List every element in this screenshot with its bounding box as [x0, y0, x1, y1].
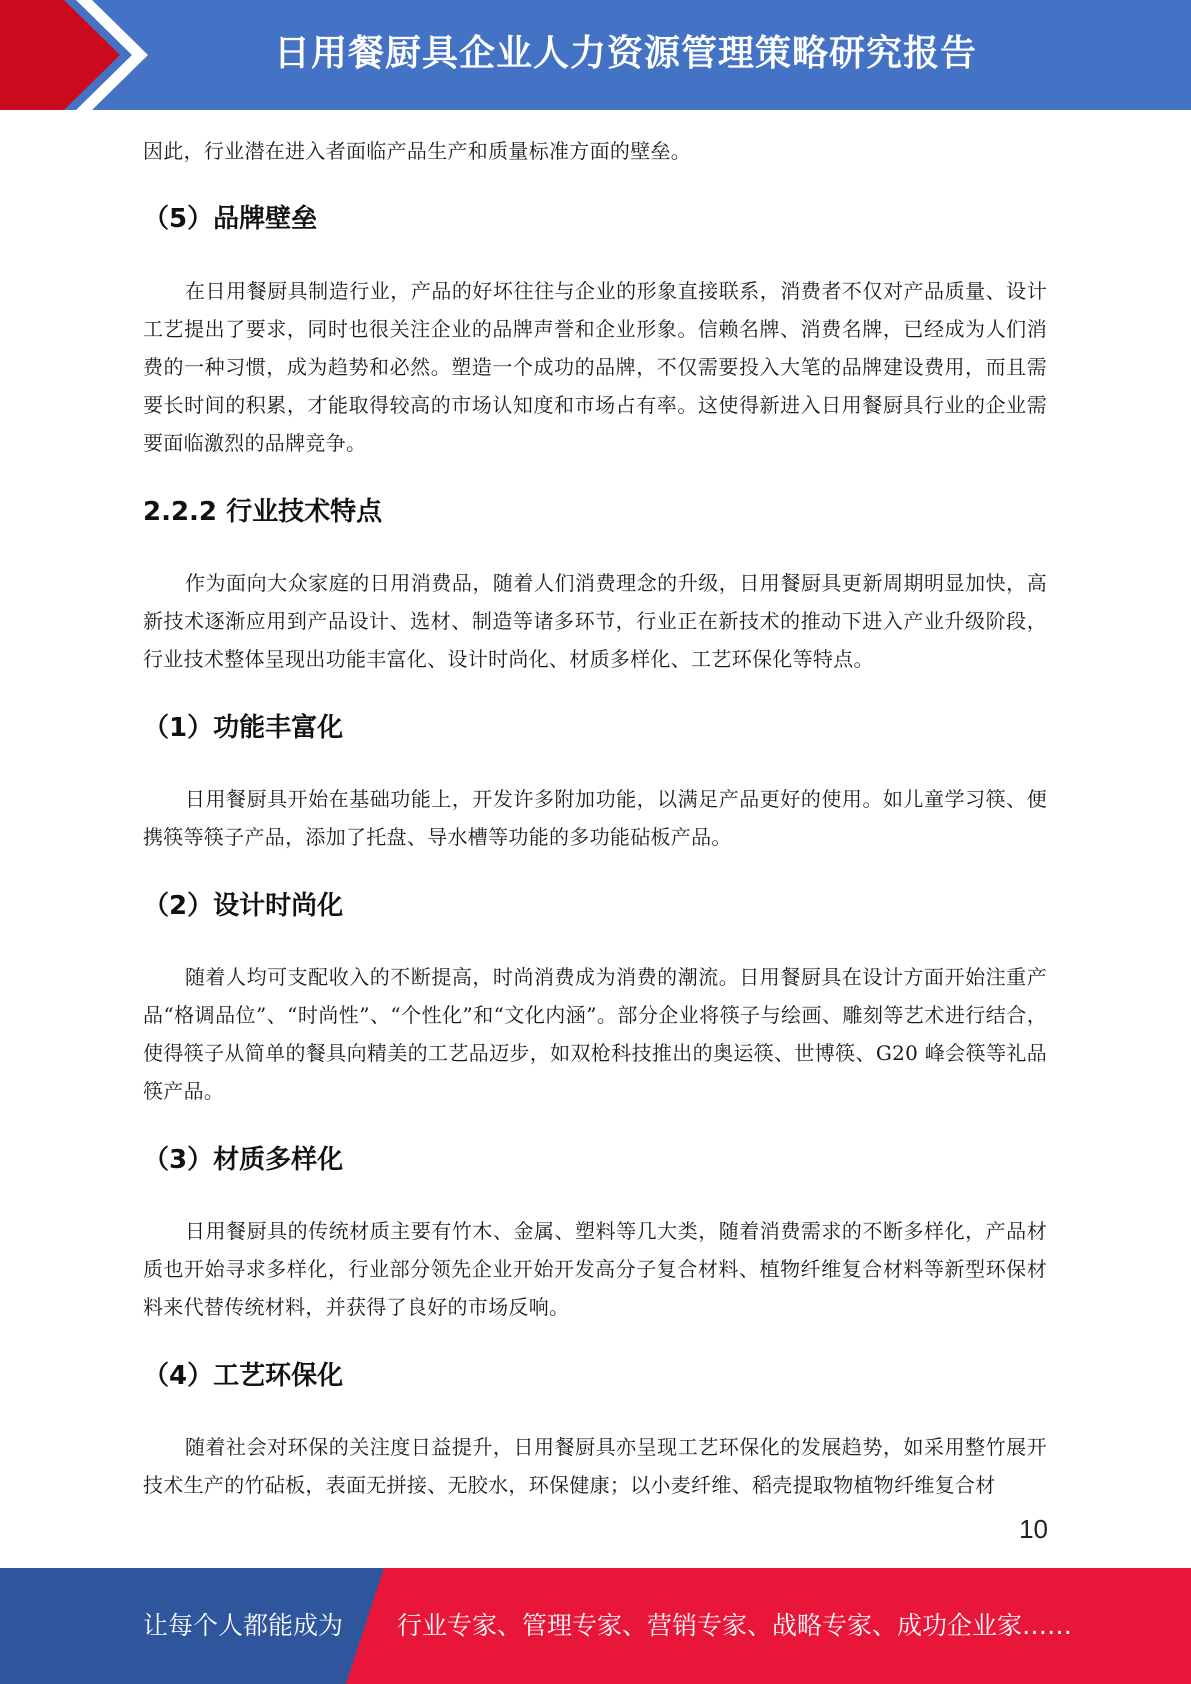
section-heading-tech-features: 2.2.2 行业技术特点	[143, 497, 383, 527]
footer-slogan-left: 让每个人都能成为	[143, 1611, 344, 1640]
report-title: 日用餐厨具企业人力资源管理策略研究报告	[273, 33, 977, 74]
footer-slogan-right: 行业专家、管理专家、营销专家、战略专家、成功企业家……	[397, 1611, 1073, 1640]
paragraph-intro: 因此，行业潜在进入者面临产品生产和质量标准方面的壁垒。	[143, 139, 692, 163]
page-number: 10	[1019, 1514, 1048, 1544]
paragraph-tech-features: 作为面向大众家庭的日用消费品，随着人们消费理念的升级，日用餐厨具更新周期明显加快，高新技术逐渐应用到产品设计、选材、制造等诸多环节，行业正在新技术的推动下进入产业升级阶段，行业技术整体呈现出功能丰富化、设计时尚化、材质多样化、工艺环保化等特点。	[143, 571, 1047, 671]
section-heading-design: （2）设计时尚化	[143, 891, 344, 921]
section-heading-function: （1）功能丰富化	[143, 713, 344, 743]
page-header	[0, 0, 1191, 110]
paragraph-material: 日用餐厨具的传统材质主要有竹木、金属、塑料等几大类，随着消费需求的不断多样化，产品材质也开始寻求多样化，行业部分领先企业开始开发高分子复合材料、植物纤维复合材料等新型环保材料来代替传统材料，并获得了良好的市场反响。	[143, 1219, 1047, 1319]
paragraph-eco: 随着社会对环保的关注度日益提升，日用餐厨具亦呈现工艺环保化的发展趋势，如采用整竹展开技术生产的竹砧板，表面无拼接、无胶水，环保健康；以小麦纤维、稻壳提取物植物纤维复合材	[143, 1435, 1047, 1497]
page-footer	[0, 1568, 1191, 1684]
paragraph-brand-barrier: 在日用餐厨具制造行业，产品的好坏往往与企业的形象直接联系，消费者不仅对产品质量、设计工艺提出了要求，同时也很关注企业的品牌声誉和企业形象。信赖名牌、消费名牌，已经成为人们消费的一种习惯，成为趋势和必然。塑造一个成功的品牌，不仅需要投入大笔的品牌建设费用，而且需要长时间的积累，才能取得较高的市场认知度和市场占有率。这使得新进入日用餐厨具行业的企业需要面临激烈的品牌竞争。	[143, 279, 1047, 455]
paragraph-design: 随着人均可支配收入的不断提高，时尚消费成为消费的潮流。日用餐厨具在设计方面开始注重产品“格调品位”、“时尚性”、“个性化”和“文化内涵”。部分企业将筷子与绘画、雕刻等艺术进行结合，使得筷子从简单的餐具向精美的工艺品迈步，如双枪科技推出的奥运筷、世博筷、G20 峰会筷等礼品筷产品。	[143, 965, 1047, 1103]
page-content	[143, 132, 1047, 1504]
section-heading-eco: （4）工艺环保化	[143, 1361, 344, 1391]
section-heading-brand-barrier: （5）品牌壁垒	[143, 204, 318, 234]
section-heading-material: （3）材质多样化	[143, 1145, 344, 1175]
paragraph-function: 日用餐厨具开始在基础功能上，开发许多附加功能，以满足产品更好的使用。如儿童学习筷、便携筷等筷子产品，添加了托盘、导水槽等功能的多功能砧板产品。	[143, 787, 1047, 849]
